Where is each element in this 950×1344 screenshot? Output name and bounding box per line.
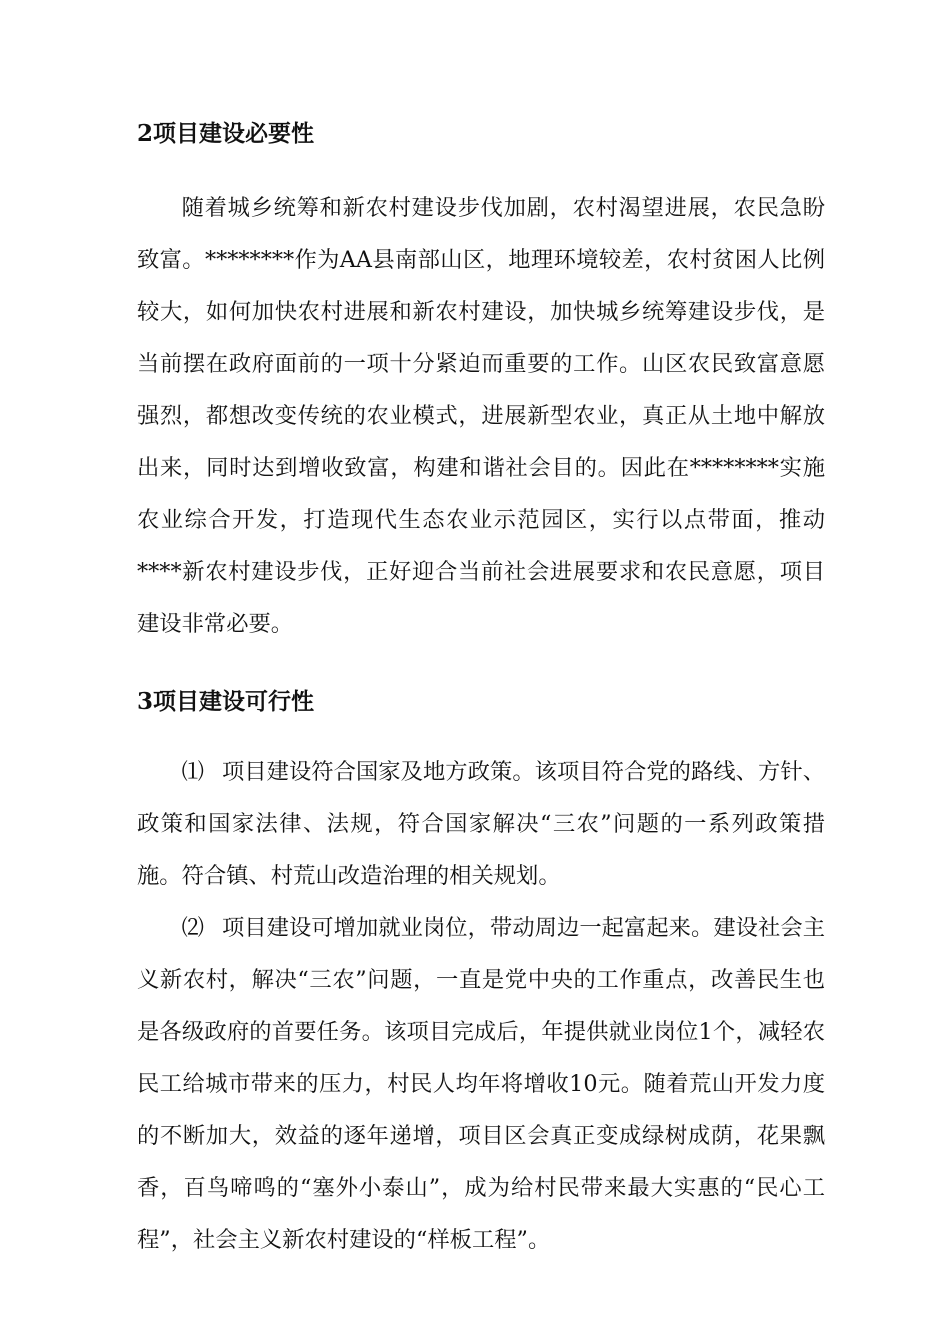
feasibility-item-2: [137, 902, 825, 1266]
section-heading-feasibility: 3项目建设可行性: [137, 688, 315, 715]
section-heading-necessity: 2项目建设必要性: [137, 120, 315, 147]
feasibility-item-1: [137, 746, 825, 902]
document-page: [137, 112, 825, 1266]
item-text: 项目建设符合国家及地方政策。该项目符合党的路线、方针、政策和国家法律、法规，符合国家解决“三农”问题的一系列政策措施。符合镇、村荒山改造治理的相关规划。: [137, 759, 825, 889]
paragraph-necessity: 随着城乡统筹和新农村建设步伐加剧，农村渴望进展，农民急盼致富。********作为AA县南部山区，地理环境较差，农村贫困人比例较大，如何加快农村进展和新农村建设，加快城乡统筹建设步伐，是当前摆在政府面前的一项十分紧迫而重要的工作。山区农民致富意愿强烈，都想改变传统的农业模式，进展新型农业，真正从土地中解放出来，同时达到增收致富，构建和谐社会目的。因此在********实施农业综合开发，打造现代生态农业示范园区，实行以点带面，推动****新农村建设步伐，正好迎合当前社会进展要求和农民意愿，项目建设非常必要。: [137, 195, 825, 637]
item-number: ⑴: [181, 759, 204, 785]
item-number: ⑵: [181, 915, 204, 941]
item-text: 项目建设可增加就业岗位，带动周边一起富起来。建设社会主义新农村，解决“三农”问题，一直是党中央的工作重点，改善民生也是各级政府的首要任务。该项目完成后，年提供就业岗位1个，减轻农民工给城市带来的压力，村民人均年将增收10元。随着荒山开发力度的不断加大，效益的逐年递增，项目区会真正变成绿树成荫，花果飘香，百鸟啼鸣的“塞外小泰山”，成为给村民带来最大实惠的“民心工程”，社会主义新农村建设的“样板工程”。: [137, 915, 825, 1253]
